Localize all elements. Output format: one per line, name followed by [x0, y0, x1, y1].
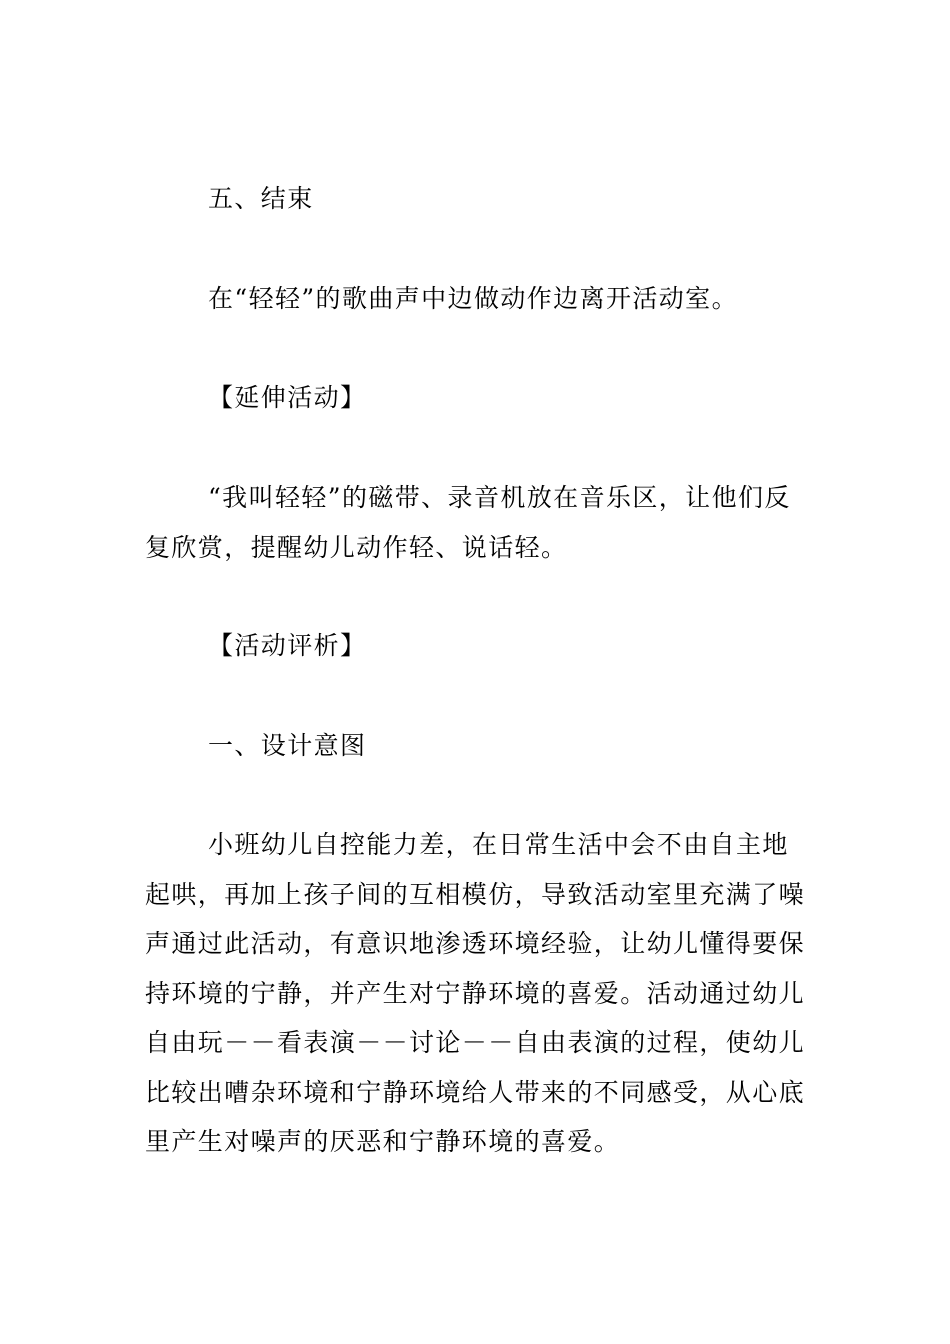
design-intent-text: 小班幼儿自控能力差，在日常生活中会不由自主地起哄，再加上孩子间的互相模仿，导致活动室里充满了噪声通过此活动，有意识地渗透环境经验，让幼儿懂得要保持环境的宁静，并产生对宁静环境的喜爱。活动通过幼儿自由玩－－看表演－－讨论－－自由表演的过程，使幼儿比较出嘈杂环境和宁静环境给人带来的不同感受，从心底里产生对噪声的厌恶和宁静环境的喜爱。 — [145, 830, 806, 1156]
activity-analysis-heading: 【活动评析】 — [208, 631, 367, 660]
extension-activity-text: “我叫轻轻”的磁带、录音机放在音乐区，让他们反复欣赏，提醒幼儿动作轻、说话轻。 — [145, 483, 791, 562]
design-intent-heading: 一、设计意图 — [208, 731, 367, 760]
section-five-heading: 五、结束 — [208, 184, 314, 213]
section-five-text: 在“轻轻”的歌曲声中边做动作边离开活动室。 — [208, 284, 738, 313]
extension-activity-heading: 【延伸活动】 — [208, 383, 367, 412]
